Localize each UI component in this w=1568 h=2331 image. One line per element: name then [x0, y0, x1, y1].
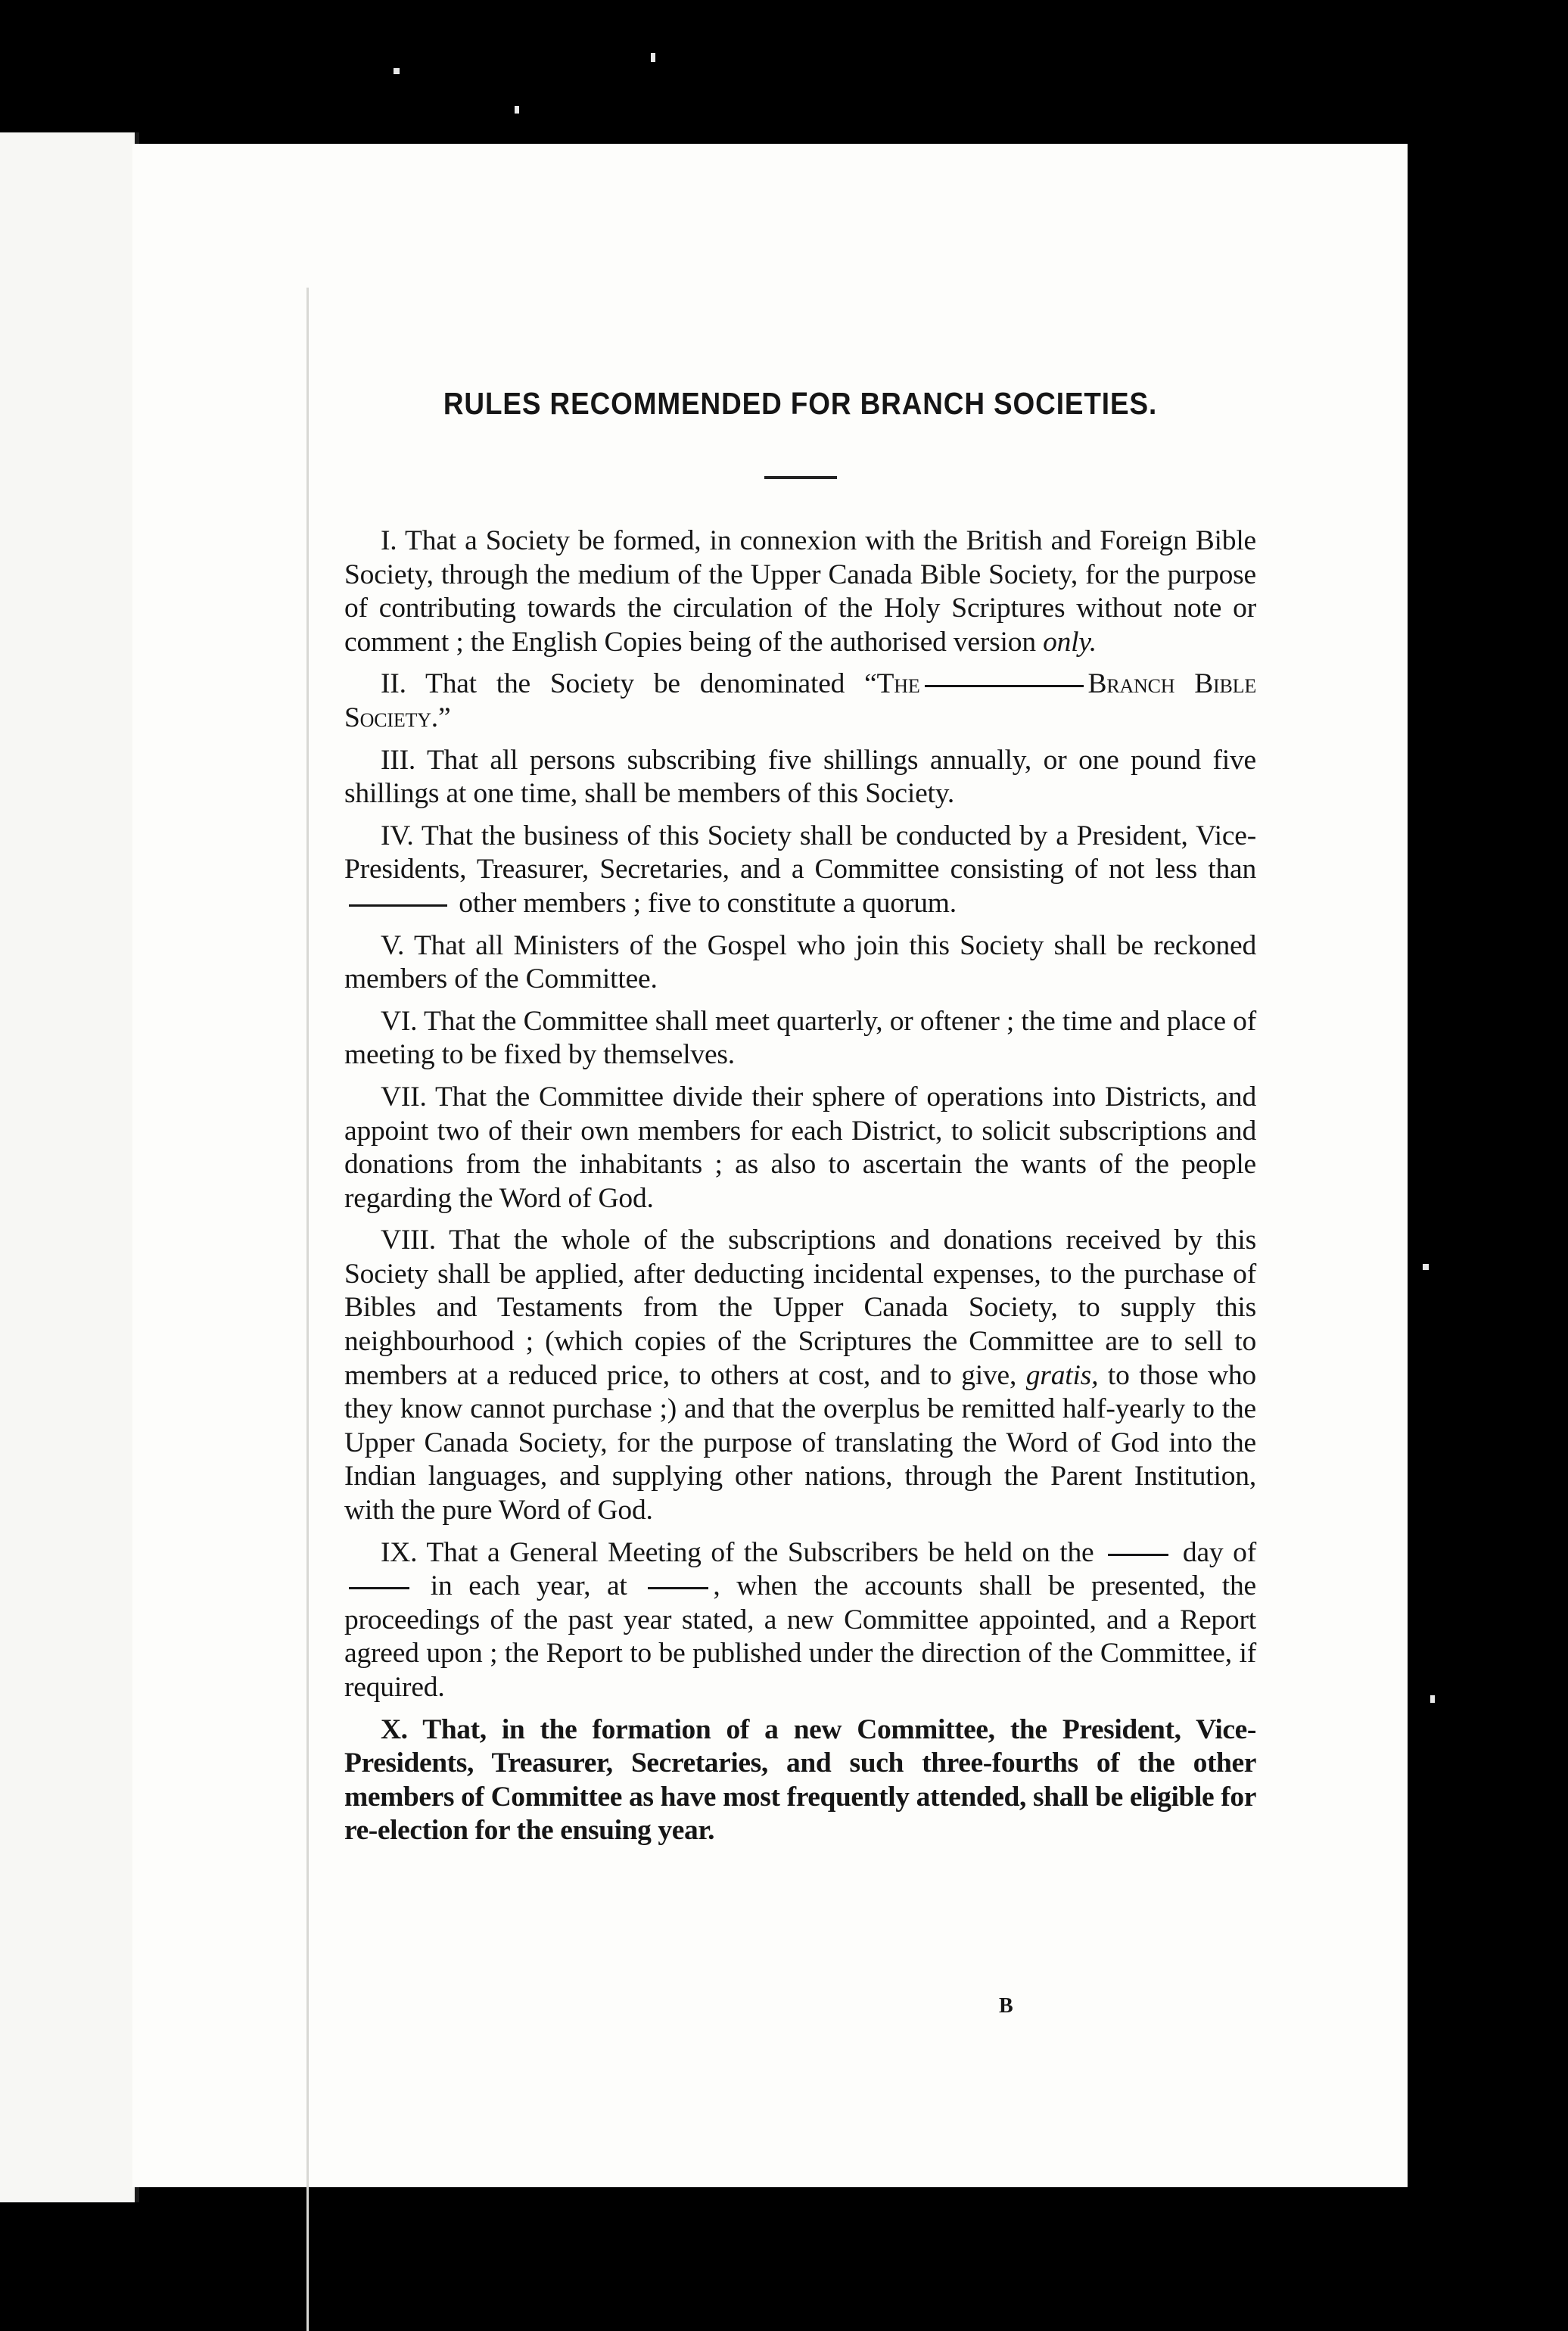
rule-number: V. — [381, 929, 405, 961]
rule-text: That a Society be formed, in connexion with the British and Foreign Bible Society, through the medium of the Upper Canada Bible Society, for the purpose of contributing towards the circulation of the Holy Scriptures without note or comment ; the English Copies being of the authorised version — [344, 525, 1256, 658]
blank-line — [648, 1587, 708, 1589]
rule-5 — [344, 929, 1256, 997]
rule-8 — [344, 1224, 1256, 1527]
rule-text: day of — [1182, 1536, 1256, 1568]
rule-6 — [344, 1005, 1256, 1072]
rule-text: , when the accounts shall be presented, the proceedings of the past year stated, a new Committee appointed, and a Report agreed upon ; the Report to be published under the direction of the Committee, if required. — [344, 1570, 1256, 1703]
rule-emphasis: gratis, — [1025, 1359, 1099, 1391]
rule-text: That, in the formation of a new Committee, the President, Vice-Presidents, Treasurer, Secretaries, and such three-fourths of the other members of Committee as have most frequently attended, shall be eligible for re-election for the ensuing year. — [344, 1713, 1256, 1847]
rule-text: That the Committee divide their sphere of operations into Districts, and appoint two of their own members for each District, to solicit subscriptions and donations from the inhabitants ; as also to ascertain the wants of the people regarding the Word of God. — [344, 1081, 1257, 1214]
rule-text: That all persons subscribing five shillings annually, or one pound five shillings at one time, shall be members of this Society. — [344, 744, 1256, 810]
rule-3 — [344, 744, 1256, 811]
rule-9 — [344, 1536, 1256, 1705]
gutter-line — [306, 288, 309, 2331]
rule-text: ” — [437, 702, 451, 733]
scan-speck — [1430, 1695, 1435, 1703]
rule-number: VIII. — [381, 1225, 436, 1256]
rule-2 — [344, 668, 1256, 735]
rule-number: II. — [381, 668, 406, 700]
rule-text: That the Society be denominated “ — [425, 668, 877, 700]
rule-text: That the Committee shall meet quarterly, or oftener ; the time and place of meeting to be fixed by themselves. — [344, 1005, 1256, 1071]
blank-line — [1108, 1554, 1168, 1556]
facing-page-edge — [0, 132, 136, 2202]
title-divider — [764, 476, 837, 479]
rule-number: I. — [381, 525, 397, 556]
rule-10 — [344, 1713, 1256, 1848]
rule-text: That all Ministers of the Gospel who join this Society shall be reckoned members of the Committee. — [344, 929, 1257, 995]
scan-speck — [651, 53, 655, 62]
rule-text: other members ; five to constitute a quorum. — [459, 887, 957, 919]
rule-number: IV. — [381, 820, 414, 851]
rule-text: to those who they know cannot purchase ;) and that the overplus be remitted half-yearly to the Upper Canada Society, for the purpose of translating the Word of God into the Indian languages, and supplying other nations, through the Parent Institution, with the pure Word of God. — [344, 1359, 1256, 1527]
blank-line — [925, 685, 1084, 687]
society-name-start: The — [876, 668, 920, 700]
rule-4 — [344, 820, 1256, 921]
scan-speck — [515, 106, 519, 114]
document-body — [344, 386, 1256, 1856]
rule-text: in each year, at — [430, 1570, 627, 1602]
rule-7 — [344, 1081, 1256, 1215]
blank-line — [349, 1587, 409, 1589]
rule-emphasis: only. — [1043, 626, 1097, 658]
rule-text: That the whole of the subscriptions and donations received by this Society shall be applied, after deducting incidental expenses, to the purchase of Bibles and Testaments from the Upper Canada Society, to supply this neighbourhood ; (which copies of the Scriptures the Committee are to sell to members at a reduced price, to others at cost, and to give, — [344, 1225, 1256, 1391]
rule-number: VI. — [381, 1005, 418, 1037]
rule-number: IX. — [381, 1536, 418, 1568]
page-title: RULES RECOMMENDED FOR BRANCH SOCIETIES. — [443, 386, 1158, 421]
society-name-end: Branch Bible Society. — [344, 668, 1256, 733]
blank-line — [349, 904, 447, 907]
scan-speck — [394, 68, 400, 74]
signature-mark: B — [999, 1994, 1013, 2018]
rule-text: That the business of this Society shall be conducted by a President, Vice-Presidents, Treasurer, Secretaries, and a Committee consisting of not less than — [344, 820, 1256, 885]
rule-number: VII. — [381, 1081, 427, 1113]
rule-number: III. — [381, 744, 416, 776]
scan-speck — [1423, 1264, 1429, 1270]
rule-text: That a General Meeting of the Subscribers be held on the — [426, 1536, 1094, 1568]
rule-number: X. — [381, 1713, 408, 1745]
rule-1 — [344, 524, 1256, 659]
